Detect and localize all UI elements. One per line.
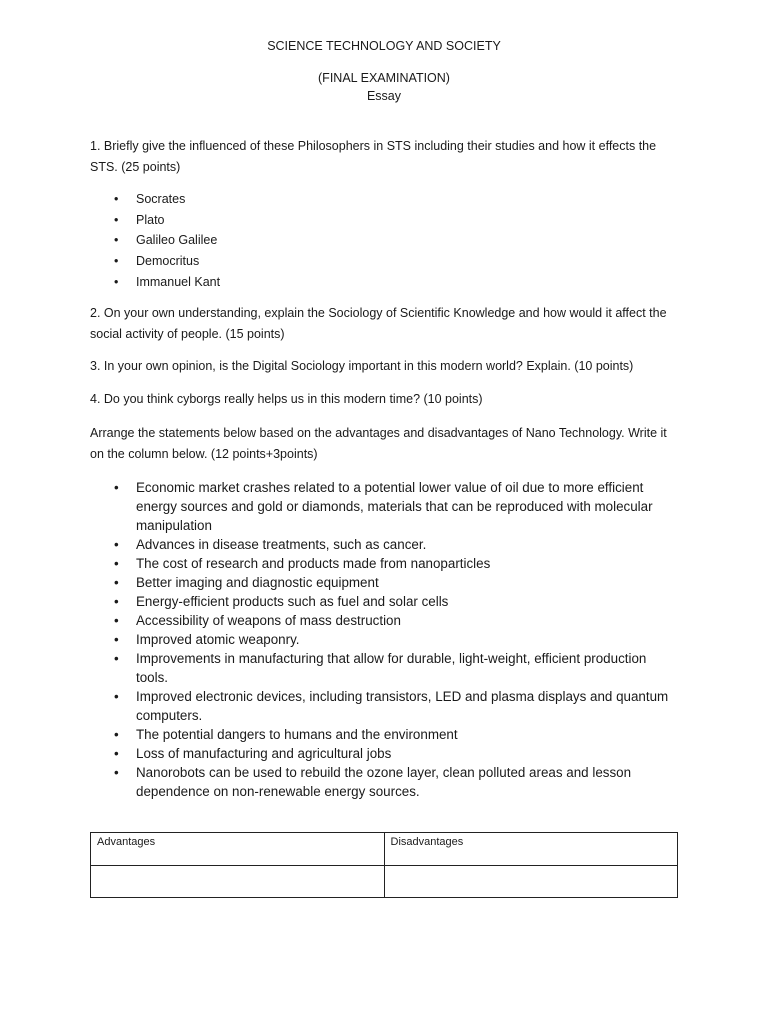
bullet-icon: •	[114, 765, 119, 780]
statement-text: The cost of research and products made from nanoparticles	[136, 556, 491, 571]
list-item	[90, 763, 682, 801]
statement-text: Better imaging and diagnostic equipment	[136, 575, 379, 590]
bullet-icon: •	[114, 594, 119, 609]
section-label: Essay	[366, 89, 402, 103]
bullet-icon: •	[114, 556, 119, 571]
philosopher-name: Immanuel Kant	[136, 274, 221, 289]
statement-list	[90, 478, 682, 801]
answer-table	[90, 832, 678, 898]
bullet-icon: •	[114, 632, 119, 647]
list-item	[90, 478, 682, 535]
list-item	[90, 725, 682, 744]
list-item	[90, 251, 220, 272]
disadvantages-cell[interactable]	[384, 866, 678, 898]
list-item	[90, 535, 682, 554]
philosopher-name: Democritus	[136, 254, 200, 269]
statement-text: Nanorobots can be used to rebuild the ozone layer, clean polluted areas and lesson dependence on non-renewable energy sources.	[136, 765, 632, 799]
philosopher-list	[90, 189, 220, 292]
arrange-instructions: Arrange the statements below based on the advantages and disadvantages of Nano Technology. Write it on the column below. (12 points+3points)	[90, 426, 667, 461]
bullet-icon: •	[114, 727, 119, 742]
statement-text: The potential dangers to humans and the environment	[136, 727, 458, 742]
disadvantages-header: Disadvantages	[384, 833, 678, 866]
list-item	[90, 630, 682, 649]
list-item	[90, 189, 220, 210]
question-1: 1. Briefly give the influenced of these Philosophers in STS including their studies and how it effects the STS. (25 points)	[90, 139, 657, 174]
bullet-icon: •	[114, 575, 119, 590]
bullet-icon: •	[114, 233, 119, 248]
statement-text: Improved electronic devices, including transistors, LED and plasma displays and quantum computers.	[136, 689, 669, 723]
bullet-icon: •	[114, 689, 119, 704]
exam-type: (FINAL EXAMINATION)	[318, 71, 450, 85]
bullet-icon: •	[114, 537, 119, 552]
philosopher-name: Plato	[136, 212, 165, 227]
bullet-icon: •	[114, 254, 119, 269]
list-item	[90, 744, 682, 763]
statement-text: Accessibility of weapons of mass destruction	[136, 613, 401, 628]
list-item	[90, 573, 682, 592]
list-item	[90, 272, 220, 293]
list-item	[90, 554, 682, 573]
list-item	[90, 592, 682, 611]
bullet-icon: •	[114, 274, 119, 289]
statement-text: Improved atomic weaponry.	[136, 632, 300, 647]
statement-text: Energy-efficient products such as fuel and solar cells	[136, 594, 449, 609]
question-3: 3. In your own opinion, is the Digital Sociology important in this modern world? Explain. (10 points)	[90, 359, 634, 373]
bullet-icon: •	[114, 192, 119, 206]
list-item	[90, 611, 682, 630]
bullet-icon: •	[114, 651, 119, 666]
bullet-icon: •	[114, 212, 119, 227]
advantages-cell[interactable]	[91, 866, 385, 898]
advantages-header: Advantages	[91, 833, 385, 866]
statement-text: Improvements in manufacturing that allow for durable, light-weight, efficient production tools.	[136, 651, 647, 685]
list-item	[90, 210, 220, 231]
philosopher-name: Socrates	[136, 192, 186, 206]
bullet-icon: •	[114, 480, 119, 495]
list-item	[90, 687, 682, 725]
document-title: SCIENCE TECHNOLOGY AND SOCIETY	[267, 39, 501, 53]
question-2: 2. On your own understanding, explain the Sociology of Scientific Knowledge and how would it affect the social activity of people. (15 points)	[90, 306, 667, 341]
table-row	[91, 866, 678, 898]
statement-text: Advances in disease treatments, such as cancer.	[136, 537, 427, 552]
statement-text: Loss of manufacturing and agricultural jobs	[136, 746, 392, 761]
philosopher-name: Galileo Galilee	[136, 233, 218, 248]
question-4: 4. Do you think cyborgs really helps us in this modern time? (10 points)	[90, 392, 483, 406]
table-header-row	[91, 833, 678, 866]
list-item	[90, 649, 682, 687]
bullet-icon: •	[114, 613, 119, 628]
bullet-icon: •	[114, 746, 119, 761]
list-item	[90, 230, 220, 251]
statement-text: Economic market crashes related to a potential lower value of oil due to more efficient energy sources and gold or diamonds, materials that can be reproduced with molecular manipulation	[136, 480, 653, 533]
